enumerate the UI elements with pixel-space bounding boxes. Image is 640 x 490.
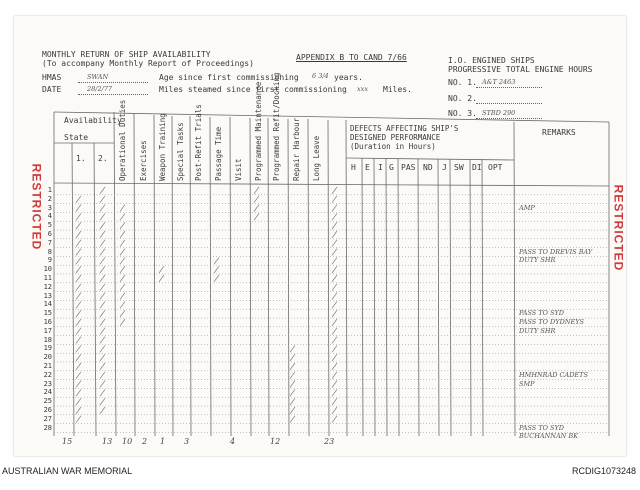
column-total: 23 <box>324 437 335 446</box>
row-number: 13 <box>43 291 52 300</box>
col-special-tasks: Special Tasks <box>176 122 185 181</box>
row-number: 4 <box>47 212 52 221</box>
date-value: 28/2/77 <box>87 85 113 93</box>
engine-hours-heading: PROGRESSIVE TOTAL ENGINE HOURS <box>448 65 593 74</box>
column-total: 1 <box>160 437 166 446</box>
row-number: 7 <box>47 238 52 247</box>
remark-entry: HMHNRAD CADETS <box>519 370 588 379</box>
row-number: 1 <box>47 186 52 194</box>
row-number: 26 <box>43 406 52 414</box>
form-sheet <box>14 16 626 456</box>
row-number: 12 <box>43 282 52 291</box>
age-unit: years. <box>334 73 363 82</box>
remark-entry: BUCHANNAN BK <box>519 432 579 441</box>
restricted-stamp-left: RESTRICTED <box>29 163 44 251</box>
row-number: 6 <box>47 230 52 238</box>
availability-header: Availability <box>64 116 122 125</box>
row-number: 18 <box>43 335 52 344</box>
io-engined-heading: I.O. ENGINED SHIPS <box>448 56 535 65</box>
column-total: 12 <box>270 437 281 446</box>
footer-record-id: RCDIG1073248 <box>571 466 636 476</box>
col-weapon-training: Weapon Training <box>158 113 167 181</box>
col-visit: Visit <box>234 158 243 181</box>
miles-label: Miles steamed since first commissioning <box>159 85 347 94</box>
age-value: 6 3/4 <box>312 72 329 80</box>
row-number: 22 <box>43 370 52 379</box>
col-repair-harbour: Repair Harbour <box>292 117 301 181</box>
defect-col-nd: ND <box>423 163 433 172</box>
defect-col-i: I <box>378 163 383 172</box>
remark-entry: SMP <box>519 379 535 388</box>
form-subtitle: (To accompany Monthly Report of Proceedings) <box>42 59 254 68</box>
state-label: State <box>64 133 89 142</box>
row-number: 17 <box>43 326 52 335</box>
date-label: DATE <box>42 85 62 94</box>
remark-entry: DUTY SHR <box>519 326 556 335</box>
row-number: 27 <box>43 414 52 423</box>
column-total: 3 <box>184 437 190 446</box>
row-number: 20 <box>43 353 52 362</box>
column-total: 15 <box>62 437 73 446</box>
miles-value: xxx <box>357 85 368 93</box>
row-number: 19 <box>43 344 52 353</box>
defect-col-di: DI <box>472 163 482 172</box>
remark-entry: PASS TO DYDNEYS <box>519 318 584 326</box>
col-programmed-refit: Programmed Refit/Docking <box>272 72 281 181</box>
defect-col-h: H <box>351 163 356 172</box>
col-long-leave: Long Leave <box>312 135 321 181</box>
engine-no3-value: STBD 290 <box>482 109 516 117</box>
age-label: Age since first commissioning <box>159 73 299 82</box>
remark-entry: AMP <box>519 203 535 212</box>
col-passage-time: Passage Time <box>214 126 223 181</box>
row-number: 9 <box>47 256 52 265</box>
remark-entry: DUTY SHR <box>519 256 556 265</box>
defect-col-g: G <box>389 163 394 172</box>
state-col-1: 1. <box>76 154 86 163</box>
availability-table-grid <box>14 16 626 456</box>
column-total: 4 <box>230 437 236 446</box>
row-number: 8 <box>47 247 52 256</box>
form-title: MONTHLY RETURN OF SHIP AVAILABILITY <box>42 50 211 59</box>
miles-unit: Miles. <box>383 85 412 94</box>
defect-col-pas: PAS <box>401 163 416 172</box>
remark-entry: PASS TO DREVIS BAY <box>519 247 593 256</box>
hmas-label: HMAS <box>42 73 62 82</box>
defects-header-line1: DEFECTS AFFECTING SHIP'S <box>350 124 459 133</box>
hmas-value: SWAN <box>87 73 109 81</box>
row-number: 21 <box>43 362 52 370</box>
defect-col-e: E <box>365 163 370 172</box>
engine-no1-label: NO. 1. <box>448 78 477 87</box>
row-number: 11 <box>43 274 52 282</box>
column-total: 10 <box>122 437 133 446</box>
defect-col-sw: SW <box>454 163 464 172</box>
row-number: 28 <box>43 423 52 432</box>
row-number: 3 <box>47 203 52 212</box>
row-number: 2 <box>47 194 52 203</box>
remark-entry: PASS TO SYD <box>519 423 565 432</box>
engine-no3-label: NO. 3. <box>448 109 477 118</box>
column-total: 2 <box>142 437 148 446</box>
appendix-reference: APPENDIX B TO CAND 7/66 <box>296 53 407 62</box>
row-number: 15 <box>43 309 52 318</box>
row-number: 5 <box>47 221 52 230</box>
col-post-refit-trials: Post-Refit Trials <box>194 104 203 181</box>
footer-source: AUSTRALIAN WAR MEMORIAL <box>2 466 133 476</box>
row-number: 25 <box>43 397 52 406</box>
col-programmed-maintenance: Programmed Maintenance <box>254 81 263 181</box>
row-number: 14 <box>43 300 52 309</box>
state-col-2: 2. <box>98 154 108 163</box>
defects-header-line3: (Duration in Hours) <box>350 142 436 151</box>
row-number: 16 <box>43 318 52 326</box>
defects-header-line2: DESIGNED PERFORMANCE <box>350 133 441 142</box>
defect-col-j: J <box>442 163 447 172</box>
restricted-stamp-right: RESTRICTED <box>611 184 626 272</box>
column-total: 13 <box>102 437 113 446</box>
remark-entry: PASS TO SYD <box>519 309 565 318</box>
engine-no1-value: A&T 2463 <box>482 78 516 86</box>
remarks-header: REMARKS <box>542 128 576 137</box>
row-number: 23 <box>43 379 52 388</box>
engine-no2-label: NO. 2. <box>448 94 477 103</box>
row-number: 10 <box>43 265 52 274</box>
col-operational-duties: Operational Duties <box>118 99 127 181</box>
row-number: 24 <box>43 388 52 397</box>
col-exercises: Exercises <box>139 140 148 181</box>
defect-col-opt: OPT <box>488 163 503 172</box>
